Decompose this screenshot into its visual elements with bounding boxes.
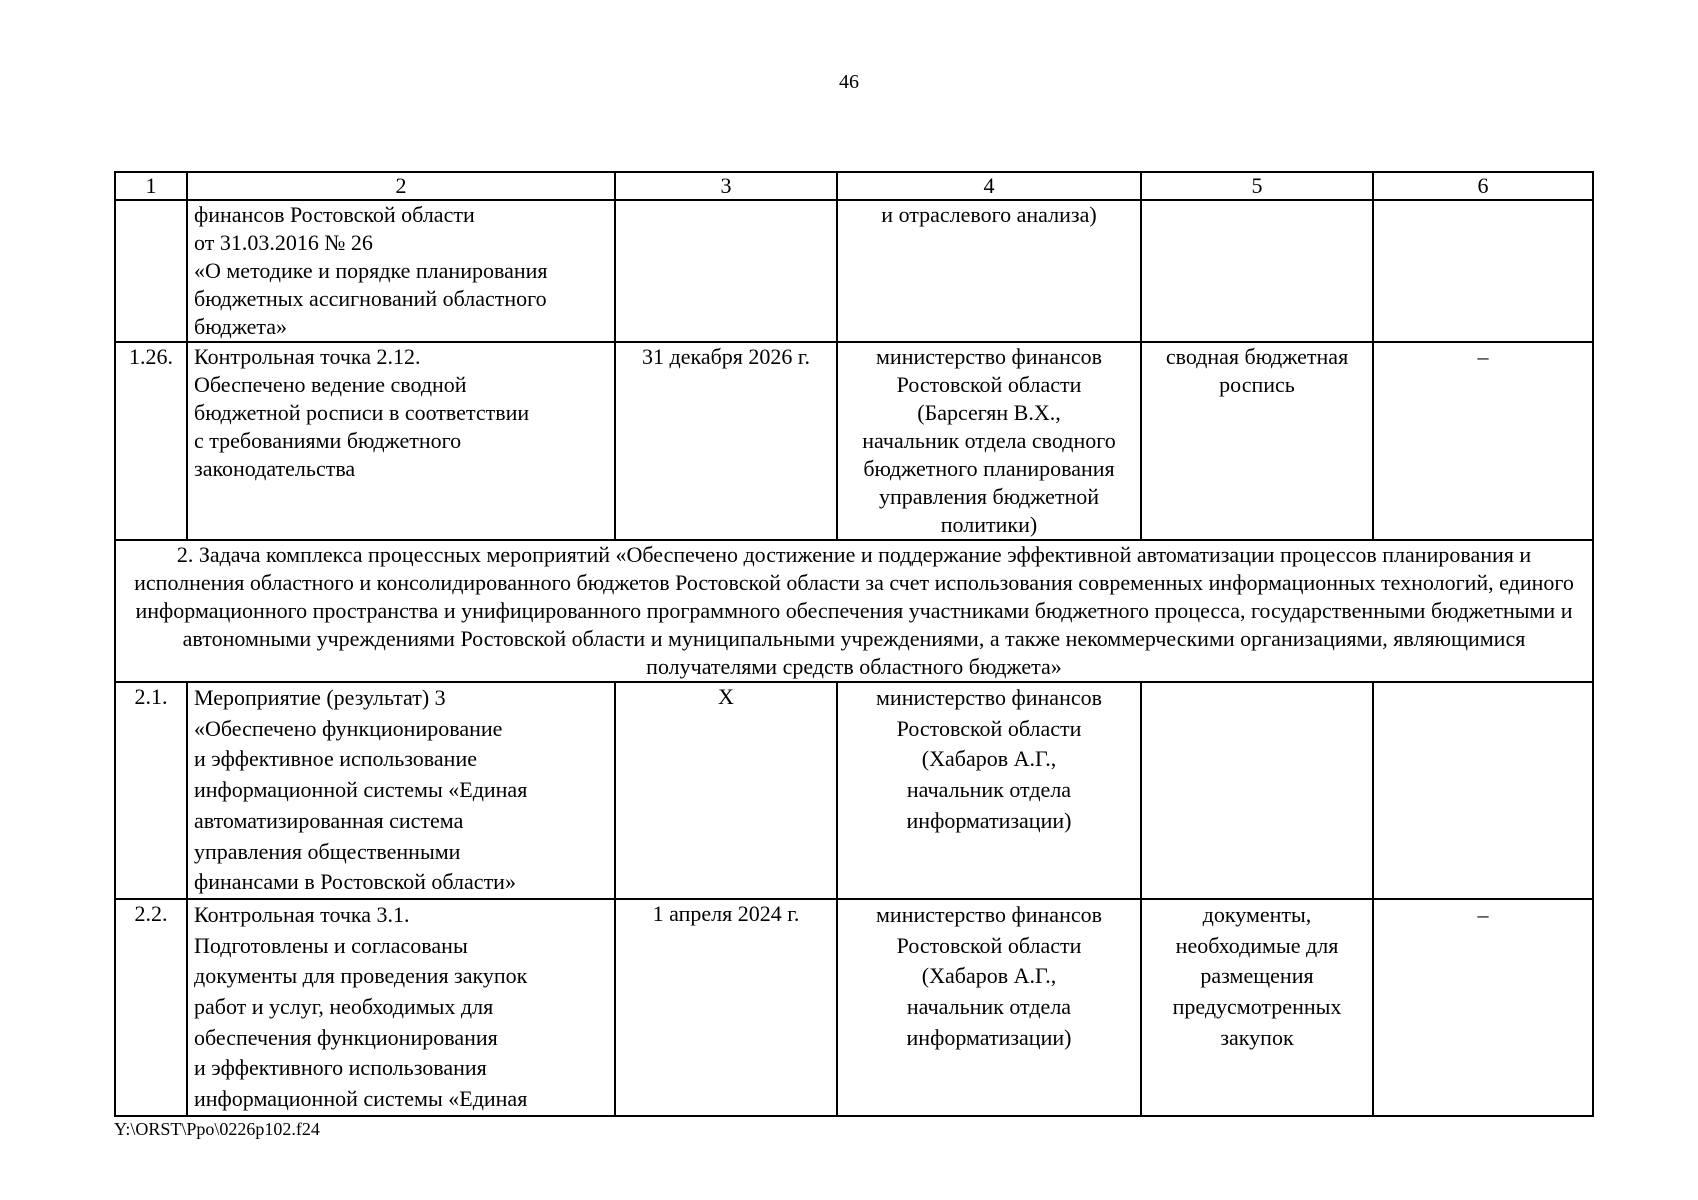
cell-description	[187, 342, 615, 540]
cell-result-document	[1141, 200, 1373, 342]
responsible-text: министерство финансов Ростовской области (Хабаров А.Г., начальник отдела информатизации)	[876, 901, 1102, 1050]
cell-info-system	[1373, 200, 1593, 342]
table-row	[115, 200, 1593, 342]
cell-responsible	[837, 342, 1141, 540]
description-text: Мероприятие (результат) 3 «Обеспечено функционирование и эффективное использование информационной системы «Единая автоматизированная система управления общественными финансами в Ростовской области»	[194, 685, 528, 895]
cell-deadline: 1 апреля 2024 г.	[615, 899, 837, 1116]
cell-number: 1.26.	[115, 342, 187, 540]
responsible-text: министерство финансов Ростовской области (Хабаров А.Г., начальник отдела информатизации)	[876, 685, 1102, 833]
cell-number: 2.2.	[115, 899, 187, 1116]
cell-responsible	[837, 200, 1141, 342]
column-header-5: 5	[1141, 172, 1373, 200]
column-header-1: 1	[115, 172, 187, 200]
file-path-footer: Y:\ORST\Ppo\0226p102.f24	[114, 1119, 320, 1139]
column-header-6: 6	[1373, 172, 1593, 200]
cell-deadline: 31 декабря 2026 г.	[615, 342, 837, 540]
table-row	[115, 342, 1593, 540]
responsible-text: и отраслевого анализа)	[881, 202, 1097, 227]
description-text: Контрольная точка 3.1. Подготовлены и согласованы документы для проведения закупок работ и услуг, необходимых для обеспечения функционирования и эффективного использования информационной системы «Единая	[194, 901, 528, 1112]
cell-responsible	[837, 682, 1141, 899]
cell-description	[187, 200, 615, 342]
task-heading: 2. Задача комплекса процессных мероприятий «Обеспечено достижение и поддержание эффективной автоматизации процессов планирования и исполнения областного и консолидированного бюджетов Ростовской области за счет использования современных информационных технологий, единого информационного пространства и унифицированного программного обеспечения участниками бюджетного процесса, государственными бюджетными и автономными учреждениями Ростовской области и муниципальными учреждениями, а также некоммерческими организациями, являющимися получателями средств областного бюджета»	[115, 540, 1593, 682]
cell-info-system	[1373, 682, 1593, 899]
cell-description	[187, 899, 615, 1116]
cell-responsible	[837, 899, 1141, 1116]
page-number: 46	[839, 71, 859, 93]
description-text: Контрольная точка 2.12. Обеспечено ведение сводной бюджетной росписи в соответствии с требованиями бюджетного законодательства	[194, 344, 530, 481]
plan-table	[114, 171, 1594, 1117]
description-text: финансов Ростовской области от 31.03.2016 № 26 «О методике и порядке планирования бюджетных ассигнований областного бюджета»	[194, 202, 548, 339]
column-header-3: 3	[615, 172, 837, 200]
cell-deadline	[615, 200, 837, 342]
cell-deadline: X	[615, 682, 837, 899]
cell-description	[187, 682, 615, 899]
header-row	[115, 172, 1593, 200]
cell-result-document: документы, необходимые для размещения предусмотренных закупок	[1141, 899, 1373, 1116]
cell-info-system: –	[1373, 342, 1593, 540]
cell-number	[115, 200, 187, 342]
cell-result-document	[1141, 682, 1373, 899]
responsible-text: министерство финансов Ростовской области (Барсегян В.Х., начальник отдела сводного бюджетного планирования управления бюджетной политики)	[862, 344, 1116, 537]
cell-number: 2.1.	[115, 682, 187, 899]
column-header-2: 2	[187, 172, 615, 200]
column-header-4: 4	[837, 172, 1141, 200]
cell-result-document: сводная бюджетная роспись	[1141, 342, 1373, 540]
cell-info-system: –	[1373, 899, 1593, 1116]
table-row	[115, 899, 1593, 1116]
table-row	[115, 682, 1593, 899]
task-section-row	[115, 540, 1593, 682]
